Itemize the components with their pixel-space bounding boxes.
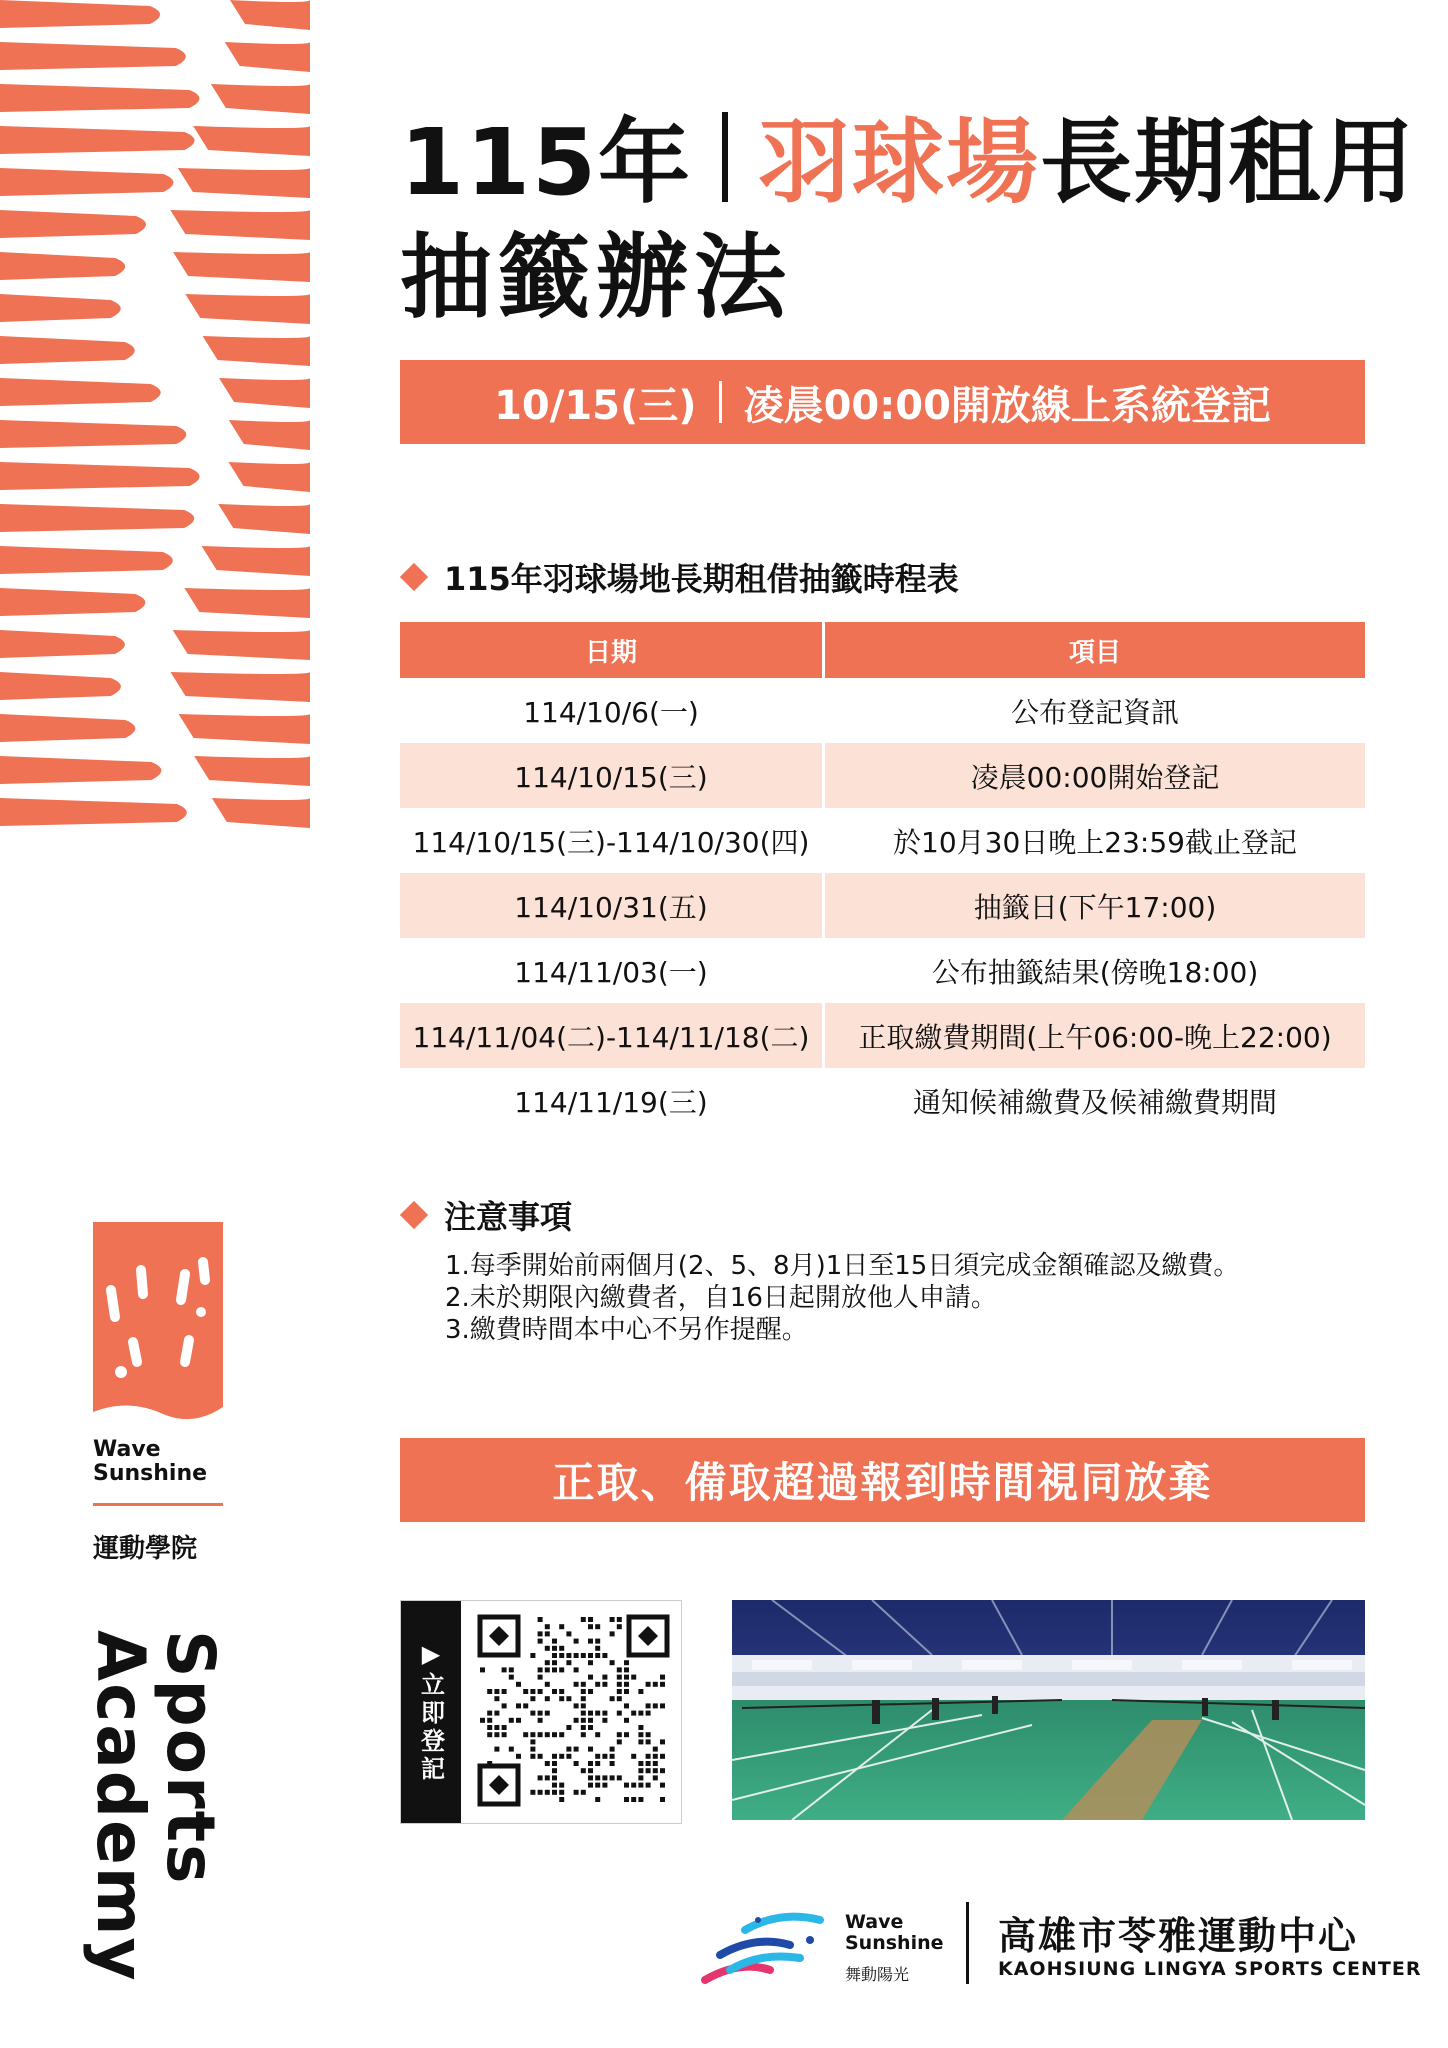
- footer-brand-name: [845, 1912, 944, 1954]
- qr-module: [617, 1775, 622, 1780]
- qr-module: [581, 1703, 586, 1708]
- qr-module: [530, 1696, 535, 1701]
- qr-module: [631, 1797, 636, 1802]
- qr-module: [660, 1768, 665, 1773]
- qr-module: [487, 1689, 492, 1694]
- qr-module: [660, 1703, 665, 1708]
- qr-module: [538, 1711, 543, 1716]
- qr-module: [530, 1732, 535, 1737]
- qr-module: [624, 1783, 629, 1788]
- qr-module: [552, 1689, 557, 1694]
- qr-module: [610, 1617, 615, 1622]
- side-brand-name: [93, 1438, 207, 1486]
- qr-module: [509, 1747, 514, 1752]
- register-arrow-icon: ▶: [417, 1640, 445, 1672]
- qr-module: [523, 1689, 528, 1694]
- sports-academy-vertical: Sports Academy: [82, 1630, 229, 1983]
- qr-module: [631, 1675, 636, 1680]
- qr-module: [617, 1711, 622, 1716]
- banner-date: 10/15(三): [494, 382, 697, 429]
- qr-module: [646, 1732, 651, 1737]
- qr-module: [480, 1667, 485, 1672]
- qr-module: [610, 1696, 615, 1701]
- qr-module: [502, 1732, 507, 1737]
- qr-module: [494, 1725, 499, 1730]
- qr-module: [610, 1761, 615, 1766]
- qr-module: [566, 1747, 571, 1752]
- footer-divider: [966, 1902, 969, 1984]
- qr-module: [595, 1732, 600, 1737]
- page-title: [400, 109, 1417, 216]
- qr-module: [538, 1675, 543, 1680]
- qr-module: [602, 1754, 607, 1759]
- qr-module: [653, 1768, 658, 1773]
- qr-module: [494, 1747, 499, 1752]
- qr-module: [502, 1667, 507, 1672]
- qr-module: [559, 1754, 564, 1759]
- qr-module: [602, 1718, 607, 1723]
- qr-module: [624, 1675, 629, 1680]
- qr-module: [545, 1732, 550, 1737]
- qr-module: [516, 1718, 521, 1723]
- qr-module: [494, 1711, 499, 1716]
- qr-module: [574, 1790, 579, 1795]
- qr-module: [516, 1682, 521, 1687]
- qr-module: [631, 1783, 636, 1788]
- qr-module: [552, 1775, 557, 1780]
- qr-module: [574, 1761, 579, 1766]
- banner-text: 凌晨00:00開放線上系統登記: [743, 382, 1271, 429]
- qr-module: [494, 1689, 499, 1694]
- row-item: 抽籤日(下午17:00): [825, 873, 1365, 938]
- schedule-table: [400, 622, 1365, 1133]
- qr-module: [552, 1646, 557, 1651]
- qr-module: [646, 1783, 651, 1788]
- qr-module: [588, 1639, 593, 1644]
- schedule-heading-text: 115年羽球場地長期租借抽籤時程表: [444, 560, 959, 598]
- qr-module: [552, 1732, 557, 1737]
- qr-module: [581, 1696, 586, 1701]
- wave-sunshine-logo: [93, 1222, 223, 1427]
- qr-module: [545, 1631, 550, 1636]
- qr-module: [545, 1682, 550, 1687]
- qr-module: [566, 1660, 571, 1665]
- qr-module: [653, 1703, 658, 1708]
- note-item: 2.未於期限內繳費者，自16日起開放他人申請。: [445, 1283, 997, 1313]
- qr-module: [545, 1624, 550, 1629]
- qr-module: [581, 1768, 586, 1773]
- qr-module: [552, 1653, 557, 1658]
- forfeit-banner: 正取、備取超過報到時間視同放棄: [400, 1438, 1365, 1522]
- wave-sunshine-footer-logo: [700, 1900, 830, 1990]
- qr-module: [588, 1783, 593, 1788]
- qr-module: [638, 1797, 643, 1802]
- qr-module: [530, 1747, 535, 1752]
- qr-module: [638, 1768, 643, 1773]
- qr-module: [588, 1689, 593, 1694]
- qr-module: [638, 1783, 643, 1788]
- qr-module: [588, 1761, 593, 1766]
- qr-module: [487, 1718, 492, 1723]
- qr-module: [559, 1797, 564, 1802]
- qr-module: [487, 1711, 492, 1716]
- qr-module: [595, 1682, 600, 1687]
- qr-module: [653, 1747, 658, 1752]
- qr-module: [494, 1732, 499, 1737]
- qr-module: [595, 1646, 600, 1651]
- qr-module: [610, 1775, 615, 1780]
- qr-module: [588, 1725, 593, 1730]
- qr-module: [610, 1660, 615, 1665]
- row-date: 114/10/6(一): [400, 678, 825, 743]
- footer-brand-cn: 舞動陽光: [845, 1965, 910, 1984]
- qr-module: [595, 1754, 600, 1759]
- qr-module: [530, 1754, 535, 1759]
- row-item: 通知候補繳費及候補繳費期間: [912, 1085, 1277, 1119]
- qr-module: [581, 1718, 586, 1723]
- qr-module: [538, 1689, 543, 1694]
- row-item: 公布抽籤結果(傍晚18:00): [931, 955, 1259, 989]
- qr-module: [595, 1775, 600, 1780]
- qr-module: [487, 1732, 492, 1737]
- note-item: 3.繳費時間本中心不另作提醒。: [445, 1315, 808, 1345]
- qr-module: [638, 1689, 643, 1694]
- qr-module: [581, 1689, 586, 1694]
- qr-module: [588, 1747, 593, 1752]
- qr-module: [574, 1682, 579, 1687]
- row-item: 於10月30日晚上23:59截止登記: [893, 825, 1297, 859]
- qr-module: [646, 1761, 651, 1766]
- qr-module: [660, 1682, 665, 1687]
- qr-module: [602, 1653, 607, 1658]
- notes-heading-text: 注意事項: [444, 1198, 573, 1236]
- row-date: 114/10/15(三)-114/10/30(四): [400, 808, 825, 873]
- qr-module: [559, 1696, 564, 1701]
- qr-module: [530, 1790, 535, 1795]
- qr-module: [538, 1754, 543, 1759]
- qr-module: [660, 1675, 665, 1680]
- table-row: [400, 808, 1365, 873]
- table-row: [400, 873, 1365, 938]
- side-brand-divider: [93, 1503, 223, 1506]
- title-divider: [722, 112, 728, 202]
- qr-module: [502, 1689, 507, 1694]
- diamond-icon: [400, 1201, 428, 1229]
- badminton-court-photo: [732, 1600, 1365, 1820]
- qr-module: [559, 1790, 564, 1795]
- qr-module: [610, 1754, 615, 1759]
- qr-module: [602, 1682, 607, 1687]
- row-date: 114/11/03(一): [400, 938, 825, 1003]
- qr-module: [516, 1754, 521, 1759]
- qr-module: [530, 1689, 535, 1694]
- title-highlight: 羽球場: [758, 109, 1041, 216]
- qr-module: [581, 1653, 586, 1658]
- qr-module: [545, 1696, 550, 1701]
- qr-module: [617, 1696, 622, 1701]
- qr-module: [660, 1783, 665, 1788]
- qr-module: [595, 1639, 600, 1644]
- qr-module: [653, 1682, 658, 1687]
- qr-module: [545, 1790, 550, 1795]
- qr-module: [574, 1653, 579, 1658]
- qr-module: [559, 1646, 564, 1651]
- row-date: 114/10/15(三): [400, 743, 825, 808]
- qr-module: [624, 1682, 629, 1687]
- qr-module: [566, 1631, 571, 1636]
- table-row: [400, 678, 1365, 743]
- register-now-label: 立即登記: [416, 1672, 445, 1784]
- column-header-item: 項目: [825, 622, 1365, 678]
- qr-module: [559, 1732, 564, 1737]
- qr-module: [610, 1631, 615, 1636]
- qr-module: [617, 1739, 622, 1744]
- qr-module: [566, 1725, 571, 1730]
- qr-module: [617, 1624, 622, 1629]
- side-brand-line2: Sunshine: [93, 1461, 208, 1486]
- qr-module: [545, 1711, 550, 1716]
- qr-module: [581, 1617, 586, 1622]
- qr-module: [660, 1739, 665, 1744]
- qr-module: [588, 1718, 593, 1723]
- qr-module: [559, 1653, 564, 1658]
- qr-module: [530, 1739, 535, 1744]
- qr-module: [617, 1682, 622, 1687]
- qr-module: [545, 1761, 550, 1766]
- qr-module: [624, 1689, 629, 1694]
- table-row: [400, 938, 1365, 1003]
- notes-heading: [400, 1192, 572, 1238]
- qr-module: [588, 1711, 593, 1716]
- qr-module: [653, 1775, 658, 1780]
- qr-module: [624, 1667, 629, 1672]
- qr-registration[interactable]: [400, 1600, 682, 1824]
- qr-module: [595, 1797, 600, 1802]
- center-name-en: KAOHSIUNG LINGYA SPORTS CENTER: [998, 1958, 1422, 1980]
- register-now-tab[interactable]: [401, 1601, 461, 1823]
- qr-module: [552, 1790, 557, 1795]
- qr-module: [552, 1639, 557, 1644]
- qr-module: [574, 1718, 579, 1723]
- qr-module: [538, 1732, 543, 1737]
- qr-module: [617, 1689, 622, 1694]
- qr-module: [595, 1783, 600, 1788]
- qr-module: [530, 1653, 535, 1658]
- diamond-icon: [400, 563, 428, 591]
- qr-module: [509, 1718, 514, 1723]
- side-brand-line1: Wave: [93, 1437, 161, 1462]
- qr-module: [552, 1754, 557, 1759]
- qr-module: [559, 1667, 564, 1672]
- qr-module: [574, 1639, 579, 1644]
- qr-module: [602, 1675, 607, 1680]
- qr-module: [588, 1660, 593, 1665]
- row-item: 公布登記資訊: [1010, 695, 1179, 729]
- qr-module: [538, 1667, 543, 1672]
- column-header-date: 日期: [400, 622, 825, 678]
- qr-module: [588, 1624, 593, 1629]
- qr-module: [646, 1703, 651, 1708]
- qr-module: [631, 1754, 636, 1759]
- qr-module: [581, 1732, 586, 1737]
- qr-module: [617, 1675, 622, 1680]
- schedule-heading: [400, 554, 959, 600]
- qr-module: [574, 1703, 579, 1708]
- center-name-cn: 高雄市苓雅運動中心: [998, 1914, 1359, 1958]
- qr-module: [581, 1682, 586, 1687]
- qr-module: [545, 1646, 550, 1651]
- qr-module: [646, 1682, 651, 1687]
- qr-module: [595, 1711, 600, 1716]
- qr-module: [638, 1711, 643, 1716]
- qr-module: [617, 1667, 622, 1672]
- qr-module: [494, 1696, 499, 1701]
- qr-module: [602, 1783, 607, 1788]
- qr-module: [624, 1718, 629, 1723]
- qr-module: [646, 1711, 651, 1716]
- qr-module: [638, 1775, 643, 1780]
- qr-module: [638, 1739, 643, 1744]
- qr-module: [523, 1732, 528, 1737]
- qr-module: [624, 1732, 629, 1737]
- qr-module: [602, 1775, 607, 1780]
- qr-module: [638, 1761, 643, 1766]
- qr-module: [487, 1725, 492, 1730]
- footer-brand-line1: Wave: [845, 1911, 904, 1933]
- qr-module: [574, 1667, 579, 1672]
- qr-module: [538, 1775, 543, 1780]
- qr-module: [538, 1639, 543, 1644]
- qr-module: [545, 1660, 550, 1665]
- side-brand-cn: 運動學院: [93, 1534, 198, 1564]
- qr-module: [509, 1667, 514, 1672]
- qr-module: [617, 1732, 622, 1737]
- qr-module: [660, 1797, 665, 1802]
- page-title-line2: 抽籤辦法: [400, 224, 793, 331]
- qr-module: [552, 1768, 557, 1773]
- qr-module: [624, 1797, 629, 1802]
- qr-module: [653, 1754, 658, 1759]
- qr-module: [646, 1739, 651, 1744]
- qr-module: [480, 1718, 485, 1723]
- qr-module: [523, 1703, 528, 1708]
- qr-module: [552, 1660, 557, 1665]
- qr-module: [595, 1653, 600, 1658]
- qr-module: [538, 1631, 543, 1636]
- row-date: 114/11/19(三): [400, 1068, 825, 1133]
- qr-module: [552, 1761, 557, 1766]
- qr-module: [631, 1711, 636, 1716]
- table-row: [400, 1068, 1365, 1133]
- note-item: 1.每季開始前兩個月(2、5、8月)1日至15日須完成金額確認及繳費。: [445, 1251, 1240, 1281]
- row-item: 凌晨00:00開始登記: [825, 743, 1365, 808]
- title-rest: 長期租用: [1040, 109, 1417, 216]
- qr-module: [624, 1703, 629, 1708]
- qr-module: [566, 1696, 571, 1701]
- qr-module: [538, 1617, 543, 1622]
- qr-module: [566, 1653, 571, 1658]
- qr-module: [502, 1703, 507, 1708]
- qr-module: [545, 1775, 550, 1780]
- qr-module: [602, 1711, 607, 1716]
- row-date: 114/10/31(五): [400, 873, 825, 938]
- qr-module: [566, 1754, 571, 1759]
- registration-banner: [400, 360, 1365, 444]
- qr-module: [595, 1624, 600, 1629]
- qr-module: [595, 1761, 600, 1766]
- qr-module: [538, 1718, 543, 1723]
- qr-module: [509, 1675, 514, 1680]
- qr-module: [538, 1790, 543, 1795]
- qr-module: [610, 1747, 615, 1752]
- title-year: 115年: [400, 109, 693, 216]
- qr-module: [559, 1624, 564, 1629]
- qr-module: [646, 1754, 651, 1759]
- qr-module: [588, 1768, 593, 1773]
- qr-module: [588, 1775, 593, 1780]
- banner-divider: [719, 381, 722, 423]
- qr-module: [552, 1667, 557, 1672]
- table-row: [400, 743, 1365, 808]
- qr-module: [530, 1711, 535, 1716]
- qr-module: [502, 1725, 507, 1730]
- qr-module: [638, 1725, 643, 1730]
- footer-brand-line2: Sunshine: [845, 1932, 944, 1954]
- qr-code[interactable]: [476, 1613, 671, 1808]
- qr-module: [617, 1617, 622, 1622]
- qr-module: [653, 1761, 658, 1766]
- table-row: [400, 1003, 1365, 1068]
- qr-module: [588, 1617, 593, 1622]
- qr-module: [638, 1732, 643, 1737]
- qr-module: [588, 1653, 593, 1658]
- notes-list: [445, 1250, 1239, 1346]
- qr-module: [581, 1711, 586, 1716]
- row-item: 正取繳費期間(上午06:00-晚上22:00): [825, 1003, 1365, 1068]
- qr-module: [588, 1675, 593, 1680]
- qr-module: [646, 1768, 651, 1773]
- qr-module: [574, 1747, 579, 1752]
- qr-module: [660, 1754, 665, 1759]
- qr-module: [552, 1783, 557, 1788]
- qr-module: [516, 1703, 521, 1708]
- qr-module: [559, 1783, 564, 1788]
- qr-module: [559, 1689, 564, 1694]
- qr-module: [624, 1660, 629, 1665]
- row-date: 114/11/04(二)-114/11/18(二): [400, 1003, 825, 1068]
- qr-module: [581, 1790, 586, 1795]
- decorative-stripe-pattern: [0, 0, 310, 830]
- qr-module: [545, 1667, 550, 1672]
- qr-module: [581, 1725, 586, 1730]
